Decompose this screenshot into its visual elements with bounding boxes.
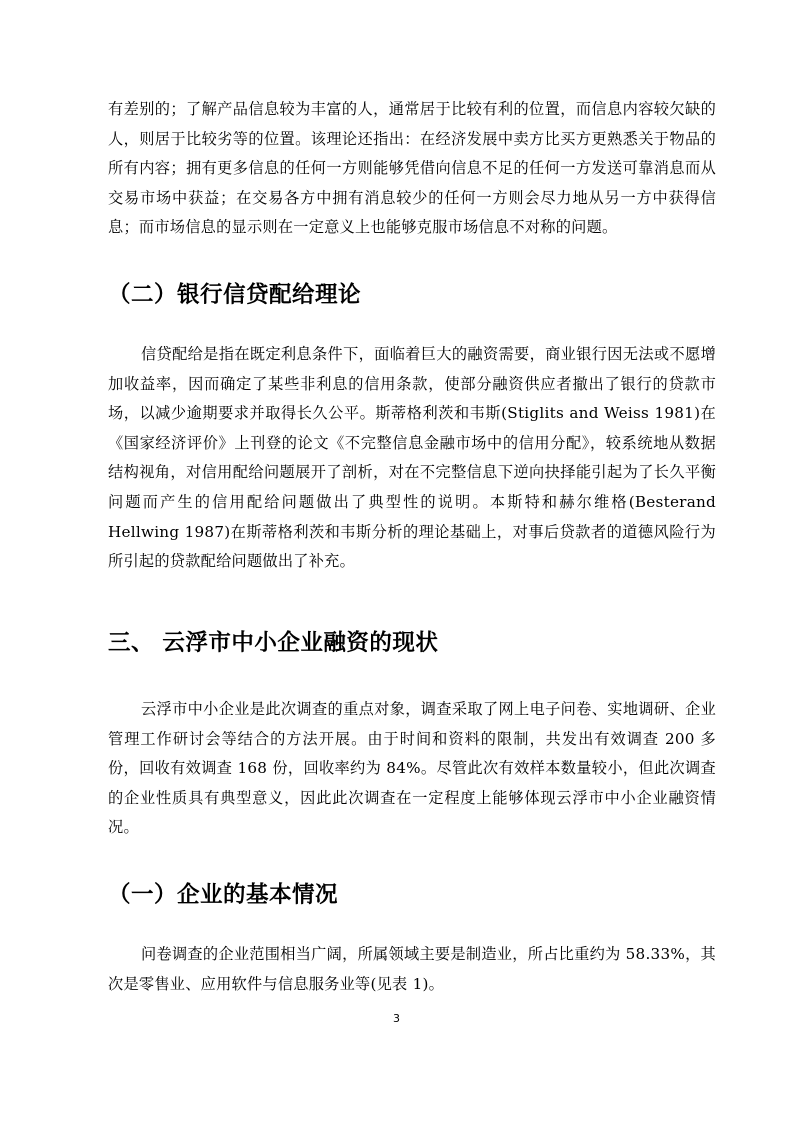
paragraph-information-asymmetry: 有差别的；了解产品信息较为丰富的人，通常居于比较有利的位置，而信息内容较欠缺的人，则居于比较劣等的位置。该理论还指出：在经济发展中卖方比买方更熟悉关于物品的所有内容；拥有更多信息的任何一方则能够凭借向信息不足的任何一方发送可靠消息而从交易市场中获益；在交易各方中拥有消息较少的任何一方则会尽力地从另一方中获得信息；而市场信息的显示则在一定意义上也能够克服市场信息不对称的问题。 — [108, 100, 716, 237]
chapter-heading-financing-status: 三、 云浮市中小企业融资的现状 — [108, 630, 439, 656]
section-heading-credit-rationing: （二）银行信贷配给理论 — [108, 282, 362, 308]
paragraph-credit-rationing: 信贷配给是指在既定利息条件下，面临着巨大的融资需要，商业银行因无法或不愿增加收益率，因而确定了某些非利息的信用条款，使部分融资供应者撤出了银行的贷款市场，以减少逾期要求并取得长久公平。斯蒂格利茨和韦斯(Stiglits and Weiss 1981)在《国家经济评价》上刊登的论文《不完整信息金融市场中的信用分配》，较系统地从数据结构视角，对信用配给问题展开了剖析，对在不完整信息下逆向抉择能引起为了长久平衡问题而产生的信用配给问题做出了典型性的说明。本斯特和赫尔维格(Besterand Hellwing 1987)在斯蒂格利茨和韦斯分析的理论基础上，对事后贷款者的道德风险行为所引起的贷款配给问题做出了补充。 — [108, 345, 716, 571]
section-heading-basic-info: （一）企业的基本情况 — [108, 882, 339, 908]
paragraph-survey-overview: 云浮市中小企业是此次调查的重点对象，调查采取了网上电子问卷、实地调研、企业管理工作研讨会等结合的方法开展。由于时间和资料的限制，共发出有效调查 200 多份，回收有效调查 168 份，回收率约为 84%。尽管此次有效样本数量较小，但此次调查的企业性质具有典型意义，因此此次调查在一定程度上能够体现云浮市中小企业融资情况。 — [108, 700, 716, 837]
page-number: 3 — [393, 1012, 400, 1025]
paragraph-industry-distribution: 问卷调查的企业范围相当广阔，所属领域主要是制造业，所占比重约为 58.33%，其次是零售业、应用软件与信息服务业等(见表 1)。 — [108, 945, 716, 993]
